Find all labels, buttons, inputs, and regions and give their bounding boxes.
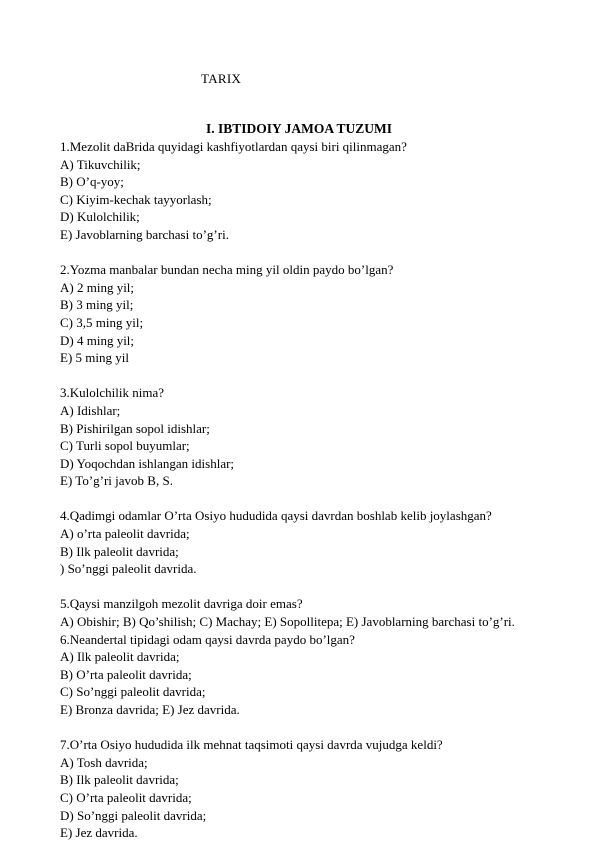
answer-option: B) O’q-yoy; (60, 174, 124, 190)
section-title: I. IBTIDOIY JAMOA TUZUMI (206, 121, 393, 136)
answer-option: A) Tikuvchilik; (60, 156, 141, 172)
answer-option: ) So’nggi paleolit davrida. (60, 561, 197, 577)
answer-option: B) Ilk paleolit davrida; (60, 772, 179, 788)
answer-option: E) Jez davrida. (60, 825, 138, 841)
answer-option: E) Bronza davrida; E) Jez davrida. (60, 702, 240, 717)
question-text: 6.Neandertal tipidagi odam qaysi davrda paydo bo’lgan? (60, 631, 355, 647)
question-text: 3.Kulolchilik nima? (60, 385, 164, 401)
answer-option: A) 2 ming yil; (60, 279, 135, 295)
question-block (60, 261, 580, 367)
page-title: TARIX (201, 71, 242, 86)
answer-option: C) Turli sopol buyumlar; (60, 438, 190, 454)
question-block (60, 507, 580, 577)
question-text: 5.Qaysi manzilgoh mezolit davriga doir emas? (60, 596, 303, 612)
answer-option: A) Idishlar; (60, 402, 121, 418)
answer-option: A) Ilk paleolit davrida; (60, 649, 180, 665)
answer-option: D) So’nggi paleolit davrida; (60, 807, 207, 823)
paragraph-gap (60, 367, 580, 385)
answer-option: C) 3,5 ming yil; (60, 314, 144, 330)
answer-option: A) o’rta paleolit davrida; (60, 526, 190, 542)
question-text: 2.Yozma manbalar bundan necha ming yil oldin paydo bo’lgan? (60, 262, 394, 278)
answer-option: C) So’nggi paleolit davrida; (60, 684, 206, 700)
answer-option: C) O’rta paleolit davrida; (60, 789, 192, 805)
paragraph-gap (60, 719, 580, 737)
answer-option: B) Ilk paleolit davrida; (60, 543, 179, 559)
answer-option: D) 4 ming yil; (60, 332, 135, 348)
question-block (60, 138, 580, 244)
answer-option: B) Pishirilgan sopol idishlar; (60, 420, 210, 436)
answer-option: A) Tosh davrida; (60, 754, 148, 770)
answer-option: C) Kiyim-kechak tayyorlash; (60, 191, 212, 207)
answer-option: B) O’rta paleolit davrida; (60, 666, 192, 682)
answer-option: B) 3 ming yil; (60, 297, 134, 313)
paragraph-gap (60, 244, 580, 262)
answer-option: D) Kulolchilik; (60, 209, 140, 225)
answer-option: E) To’g’ri javob B, S. (60, 473, 173, 489)
paragraph-gap (60, 490, 580, 508)
answer-option: E) 5 ming yil (60, 350, 129, 366)
question-block (60, 595, 580, 630)
question-text: 1.Mezolit daBrida quyidagi kashfiyotlardan qaysi biri qilinmagan? (60, 139, 407, 154)
question-block (60, 736, 580, 842)
answer-option: D) Yoqochdan ishlangan idishlar; (60, 455, 235, 471)
question-block (60, 384, 580, 490)
answer-option: E) Javoblarning barchasi to’g’ri. (60, 226, 229, 242)
paragraph-gap (60, 578, 580, 596)
document-body (60, 120, 580, 842)
question-text: 7.O’rta Osiyo hududida ilk mehnat taqsimoti qaysi davrda vujudga keldi? (60, 737, 443, 753)
question-block (60, 631, 580, 719)
answer-option: A) Obishir; B) Qo’shilish; C) Machay; E) Sopollitepa; E) Javoblarning barchasi to’g’ri. (60, 614, 515, 630)
question-text: 4.Qadimgi odamlar O’rta Osiyo hududida qaysi davrdan boshlab kelib joylashgan? (60, 508, 492, 524)
